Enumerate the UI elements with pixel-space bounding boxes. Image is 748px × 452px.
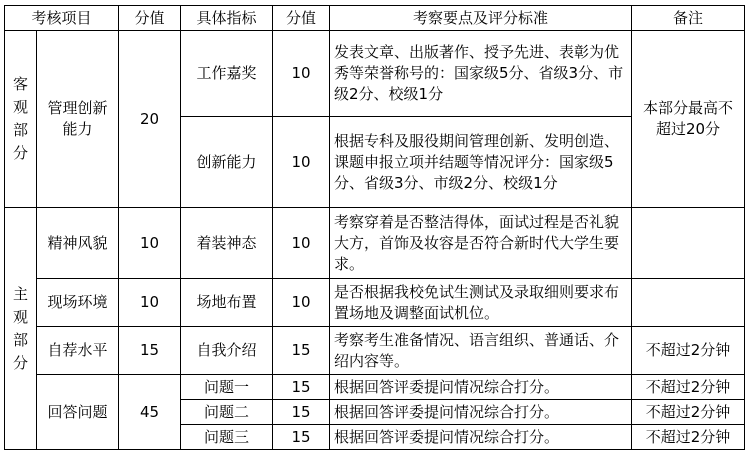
score-cell: 45 — [119, 375, 181, 450]
indicator-score-cell: 10 — [273, 31, 330, 117]
header-indicator: 具体指标 — [181, 6, 273, 31]
criteria-cell: 考察穿着是否整洁得体，面试过程是否礼貌大方，首饰及妆容是否符合新时代大学生要求。 — [330, 208, 632, 279]
remark-cell: 不超过2分钟 — [632, 327, 745, 375]
table-row — [5, 279, 745, 327]
remark-cell — [632, 279, 745, 327]
indicator-cell: 场地布置 — [181, 279, 273, 327]
header-remark: 备注 — [632, 6, 745, 31]
table-row — [5, 375, 745, 400]
criteria-cell: 根据回答评委提问情况综合打分。 — [330, 400, 632, 425]
indicator-cell: 工作嘉奖 — [181, 31, 273, 117]
indicator-score-cell: 10 — [273, 117, 330, 208]
item-cell: 现场环境 — [37, 279, 119, 327]
indicator-cell: 问题二 — [181, 400, 273, 425]
criteria-cell: 根据回答评委提问情况综合打分。 — [330, 375, 632, 400]
remark-cell — [632, 208, 745, 279]
category-cell: 客观部分 — [5, 31, 37, 208]
criteria-cell: 发表文章、出版著作、授予先进、表彰为优秀等荣誉称号的：国家级5分、省级3分、市级2分、校级1分 — [330, 31, 632, 117]
table-row — [5, 327, 745, 375]
score-cell: 10 — [119, 208, 181, 279]
header-indicator-score: 分值 — [273, 6, 330, 31]
score-cell: 15 — [119, 327, 181, 375]
header-row — [5, 6, 745, 31]
indicator-cell: 自我介绍 — [181, 327, 273, 375]
table-row — [5, 31, 745, 117]
header-criteria: 考察要点及评分标准 — [330, 6, 632, 31]
indicator-score-cell: 15 — [273, 327, 330, 375]
score-cell: 10 — [119, 279, 181, 327]
criteria-cell: 是否根据我校免试生测试及录取细则要求布置场地及调整面试机位。 — [330, 279, 632, 327]
indicator-cell: 创新能力 — [181, 117, 273, 208]
criteria-cell: 考察考生准备情况、语言组织、普通话、介绍内容等。 — [330, 327, 632, 375]
category-cell: 主观部分 — [5, 208, 37, 450]
indicator-score-cell: 15 — [273, 425, 330, 450]
score-cell: 20 — [119, 31, 181, 208]
indicator-cell: 着装神态 — [181, 208, 273, 279]
indicator-score-cell: 15 — [273, 375, 330, 400]
item-cell: 自荐水平 — [37, 327, 119, 375]
item-cell: 管理创新能力 — [37, 31, 119, 208]
indicator-cell: 问题一 — [181, 375, 273, 400]
item-cell: 精神风貌 — [37, 208, 119, 279]
indicator-score-cell: 10 — [273, 279, 330, 327]
criteria-cell: 根据专科及服役期间管理创新、发明创造、课题申报立项并结题等情况评分：国家级5分、省级3分、市级2分、校级1分 — [330, 117, 632, 208]
remark-cell: 不超过2分钟 — [632, 400, 745, 425]
indicator-score-cell: 15 — [273, 400, 330, 425]
header-score: 分值 — [119, 6, 181, 31]
remark-cell: 不超过2分钟 — [632, 375, 745, 400]
item-cell: 回答问题 — [37, 375, 119, 450]
indicator-cell: 问题三 — [181, 425, 273, 450]
indicator-score-cell: 10 — [273, 208, 330, 279]
table-row — [5, 208, 745, 279]
header-assessment-item: 考核项目 — [5, 6, 119, 31]
remark-cell: 不超过2分钟 — [632, 425, 745, 450]
scoring-table — [4, 5, 745, 450]
remark-cell: 本部分最高不超过20分 — [632, 31, 745, 208]
criteria-cell: 根据回答评委提问情况综合打分。 — [330, 425, 632, 450]
